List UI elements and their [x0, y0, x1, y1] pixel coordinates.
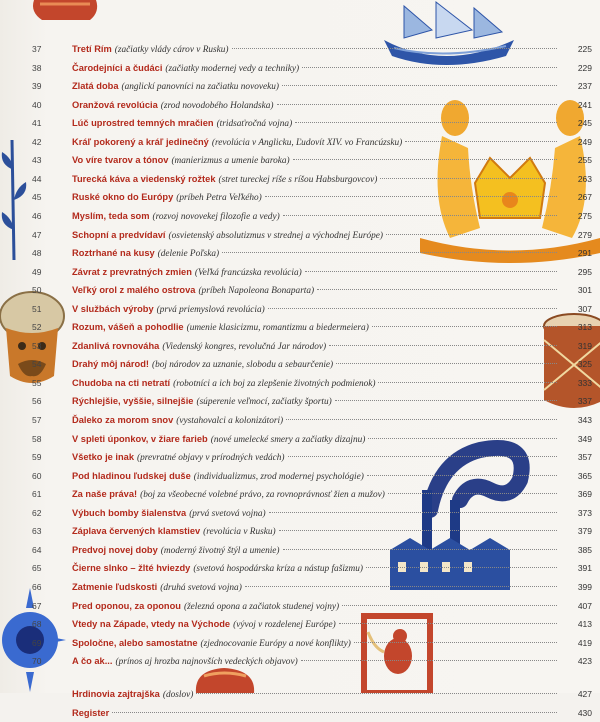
chapter-number: 69 [32, 637, 42, 648]
chapter-entry [72, 634, 560, 653]
page-number: 319 [577, 340, 592, 351]
chapter-subtitle: (revolúcia v Rusku) [203, 527, 276, 538]
chapter-number: 54 [32, 359, 42, 370]
chapter-subtitle: (nové umelecké smery a začiatky dizajnu) [210, 434, 366, 445]
chapter-title: Kráľ pokorený a kráľ jedinečný [72, 136, 209, 147]
toc-row [0, 541, 600, 559]
chapter-entry [72, 615, 560, 634]
chapter-title: Predvoj novej doby [72, 544, 158, 555]
chapter-number: 50 [32, 285, 42, 296]
page-number: 365 [577, 470, 592, 481]
chapter-subtitle: (individualizmus, zrod modernej psychológie) [193, 471, 364, 482]
toc-row [0, 281, 600, 299]
dot-leader [405, 141, 557, 142]
page-number: 291 [577, 248, 592, 259]
dot-leader [380, 178, 557, 179]
chapter-subtitle: (druhá svetová vojna) [160, 582, 242, 593]
dot-leader [245, 586, 557, 587]
page-number: 333 [577, 377, 592, 388]
dot-leader [305, 271, 557, 272]
chapter-subtitle: (príbeh Petra Veľkého) [176, 193, 262, 204]
page-number: 241 [577, 99, 592, 110]
chapter-entry [72, 170, 560, 189]
toc-row [0, 244, 600, 262]
dot-leader [232, 48, 557, 49]
chapter-number: 37 [32, 44, 42, 54]
toc-row [0, 522, 600, 540]
dot-leader [378, 382, 557, 383]
chapter-title: Tretí Rím [72, 44, 112, 54]
chapter-subtitle: (zjednocovanie Európy a nové konflikty) [200, 638, 351, 649]
page-number: 373 [577, 507, 592, 518]
toc-row [0, 170, 600, 188]
chapter-title: Turecká káva a viedenský rožtek [72, 173, 216, 184]
page-number: 325 [577, 359, 592, 370]
chapter-entry [72, 411, 560, 430]
chapter-entry [72, 430, 560, 449]
chapter-subtitle: (Viedenský kongres, revolučná Jar národov) [162, 341, 327, 352]
page-number: 399 [577, 581, 592, 592]
chapter-title: Pred oponou, za oponou [72, 600, 181, 611]
chapter-number: 58 [32, 433, 42, 444]
chapter-title: Výbuch bomby šialenstva [72, 507, 187, 518]
chapter-title: Oranžová revolúcia [72, 99, 158, 110]
chapter-entry [72, 485, 560, 504]
chapter-title: V spleti úponkov, v žiare farieb [72, 433, 208, 444]
chapter-subtitle: (železná opona a začiatok studenej vojny) [183, 601, 340, 612]
dot-leader [222, 252, 557, 253]
chapter-entry [72, 151, 560, 170]
toc-row [0, 685, 600, 703]
chapter-subtitle: (stret tureckej ríše s ríšou Habsburgovcov) [218, 174, 378, 185]
chapter-subtitle: (prevratné objavy v prírodných vedách) [137, 453, 285, 464]
dot-leader [283, 549, 557, 550]
chapter-title: Čarodejníci a čudáci [72, 62, 163, 73]
page-number: 295 [577, 266, 592, 277]
chapter-entry [72, 559, 560, 578]
chapter-number: 67 [32, 600, 42, 611]
chapter-entry [72, 59, 560, 78]
chapter-subtitle: (tridsaťročná vojna) [216, 119, 293, 130]
page-number: 225 [577, 44, 592, 54]
chapter-number: 52 [32, 322, 42, 333]
chapter-number: 55 [32, 377, 42, 388]
chapter-entry [72, 467, 560, 486]
dot-leader [288, 456, 557, 457]
toc-row [0, 318, 600, 336]
dot-leader [283, 215, 557, 216]
toc-row [0, 615, 600, 633]
chapter-number: 61 [32, 489, 42, 500]
toc-row [0, 263, 600, 281]
toc-row [0, 485, 600, 503]
chapter-entry [72, 263, 560, 282]
page-number: 413 [577, 619, 592, 630]
dot-leader [367, 475, 557, 476]
toc-row [0, 448, 600, 466]
chapter-entry [72, 448, 560, 467]
chapter-entry [72, 96, 560, 115]
chapter-entry [72, 522, 560, 541]
page-number: 255 [577, 155, 592, 166]
toc-row [0, 40, 600, 58]
chapter-title: Za naše práva! [72, 489, 138, 500]
dot-leader [269, 512, 557, 513]
toc-row [0, 652, 600, 670]
chapter-number: 70 [32, 656, 42, 667]
chapter-number: 39 [32, 81, 42, 92]
chapter-subtitle: (prvá priemyslová revolúcia) [156, 304, 265, 315]
chapter-number: 42 [32, 136, 42, 147]
chapter-subtitle: (Veľká francúzska revolúcia) [194, 267, 302, 278]
chapter-number: 64 [32, 544, 42, 555]
chapter-title: Veľký orol z malého ostrova [72, 285, 196, 296]
chapter-entry [72, 300, 560, 319]
chapter-number: 41 [32, 118, 42, 129]
chapter-entry [72, 578, 560, 597]
chapter-entry [72, 77, 560, 96]
toc-row [0, 188, 600, 206]
chapter-subtitle: (zrod novodobého Holandska) [160, 100, 274, 111]
toc-row [0, 634, 600, 652]
dot-leader [368, 438, 557, 439]
chapter-subtitle: (anglickí panovníci na začiatku novoveku) [121, 82, 279, 93]
dot-leader [277, 104, 557, 105]
chapter-subtitle: (začiatky vlády cárov v Rusku) [114, 45, 229, 55]
dot-leader [286, 419, 557, 420]
page-number: 237 [577, 81, 592, 92]
chapter-title: Register [72, 707, 110, 718]
chapter-title: Chudoba na cti netratí [72, 377, 171, 388]
chapter-title: Všetko je inak [72, 452, 135, 463]
dot-leader [317, 289, 557, 290]
chapter-number: 47 [32, 229, 42, 240]
page-number: 313 [577, 322, 592, 333]
chapter-title: Závrat z prevratných zmien [72, 266, 192, 277]
chapter-entry [72, 392, 560, 411]
page-number: 245 [577, 118, 592, 129]
page-number: 249 [577, 136, 592, 147]
chapter-entry [72, 188, 560, 207]
chapter-entry [72, 318, 560, 337]
dot-leader [268, 308, 557, 309]
toc-row [0, 578, 600, 596]
chapter-number: 56 [32, 396, 42, 407]
chapter-entry [72, 374, 560, 393]
chapter-number: 43 [32, 155, 42, 166]
chapter-subtitle: (vývoj v rozdelenej Európe) [233, 620, 336, 631]
chapter-number: 46 [32, 210, 42, 221]
toc-row [0, 597, 600, 615]
chapter-title: Rozum, vášeň a pohodlie [72, 322, 184, 333]
chapter-title: Čierne slnko – žlté hviezdy [72, 563, 191, 574]
chapter-title: Zdanlivá rovnováha [72, 340, 160, 351]
dot-leader [335, 400, 557, 401]
page-number: 267 [577, 192, 592, 203]
toc-row [0, 704, 600, 722]
chapter-title: Rýchlejšie, vyššie, silnejšie [72, 396, 194, 407]
chapter-subtitle: (robotníci a ich boj za zlepšenie životných podmienok) [173, 378, 376, 389]
chapter-number: 53 [32, 340, 42, 351]
toc-row [0, 411, 600, 429]
chapter-title: Pod hladinou ľudskej duše [72, 470, 191, 481]
dot-leader [329, 345, 557, 346]
chapter-subtitle: (začiatky modernej vedy a techniky) [165, 63, 300, 74]
toc-row [0, 392, 600, 410]
chapter-title: Ruské okno do Európy [72, 192, 174, 203]
page-number: 229 [577, 62, 592, 73]
page-number: 337 [577, 396, 592, 407]
page-number: 343 [577, 415, 592, 425]
chapter-number: 45 [32, 192, 42, 203]
chapter-subtitle: (boj národov za uznanie, slobodu a sebaurčenie) [151, 360, 334, 371]
chapter-number: 66 [32, 581, 42, 592]
chapter-subtitle: (boj za všeobecné volebné právo, za rovnoprávnosť žien a mužov) [140, 490, 385, 501]
dot-leader [388, 493, 557, 494]
chapter-title: Zatmenie ľudskosti [72, 581, 158, 592]
chapter-subtitle: (súperenie veľmocí, začiatky športu) [196, 397, 332, 408]
chapter-entry [72, 597, 560, 616]
chapter-subtitle: (prínos aj hrozba najnovších vedeckých objavov) [115, 657, 298, 668]
page-number: 385 [577, 544, 592, 555]
chapter-title: Myslím, teda som [72, 210, 150, 221]
dot-leader [339, 623, 557, 624]
dot-leader [354, 642, 557, 643]
page-number: 407 [577, 600, 592, 611]
chapter-subtitle: (manierizmus a umenie baroka) [171, 156, 290, 167]
chapter-number: 51 [32, 303, 42, 314]
page-number: 419 [577, 637, 592, 648]
chapter-title: V službách výroby [72, 303, 154, 314]
toc-row [0, 207, 600, 225]
chapter-entry [72, 226, 560, 245]
toc-row [0, 77, 600, 95]
chapter-number: 38 [32, 62, 42, 73]
dot-leader [301, 660, 557, 661]
chapter-title: Drahý môj národ! [72, 359, 149, 370]
chapter-title: Zlatá doba [72, 81, 119, 92]
toc-row [0, 133, 600, 151]
chapter-title: Spoločne, alebo samostatne [72, 637, 198, 648]
chapter-entry [72, 704, 560, 722]
page-number: 279 [577, 229, 592, 240]
chapter-number: 57 [32, 415, 42, 425]
page-number: 301 [577, 285, 592, 296]
chapter-entry [72, 652, 560, 671]
dot-leader [342, 605, 557, 606]
page-number: 357 [577, 452, 592, 463]
chapter-title: Ďaleko za morom snov [72, 415, 174, 425]
dot-leader [386, 234, 557, 235]
page-number: 391 [577, 563, 592, 574]
dot-leader [295, 122, 557, 123]
top-pot-illustration [30, 0, 100, 22]
dot-leader [336, 363, 557, 364]
chapter-title: Vtedy na Západe, vtedy na Východe [72, 619, 231, 630]
chapter-number: 63 [32, 526, 42, 537]
chapter-entry [72, 541, 560, 560]
dot-leader [112, 712, 557, 713]
chapter-title: Záplava červených klamstiev [72, 526, 201, 537]
page-number: 379 [577, 526, 592, 537]
page-number: 275 [577, 210, 592, 221]
page-number: 307 [577, 303, 592, 314]
toc-row [0, 467, 600, 485]
toc-row [0, 559, 600, 577]
chapter-title: Hrdinovia zajtrajška [72, 688, 160, 699]
chapter-entry [72, 40, 560, 59]
toc-row [0, 430, 600, 448]
chapter-subtitle: (doslov) [162, 689, 194, 700]
chapter-subtitle: (rozvoj novovekej filozofie a vedy) [152, 211, 280, 222]
chapter-title: A čo ak... [72, 656, 113, 667]
chapter-entry [72, 504, 560, 523]
chapter-entry [72, 133, 560, 152]
chapter-subtitle: (umenie klasicizmu, romantizmu a biedermeiera) [186, 323, 369, 334]
toc-row [0, 337, 600, 355]
chapter-subtitle: (delenie Poľska) [157, 249, 220, 260]
toc-row [0, 114, 600, 132]
chapter-subtitle: (prvá svetová vojna) [189, 508, 266, 519]
chapter-title: Lúč uprostred temných mračien [72, 118, 214, 129]
dot-leader [265, 196, 557, 197]
chapter-number: 65 [32, 563, 42, 574]
chapter-entry [72, 337, 560, 356]
chapter-entry [72, 685, 560, 704]
toc-row [0, 226, 600, 244]
chapter-subtitle: (osvietenský absolutizmus v strednej a východnej Európe) [168, 230, 383, 241]
page-number: 423 [577, 656, 592, 667]
chapter-entry [72, 355, 560, 374]
dot-leader [302, 67, 557, 68]
chapter-number: 62 [32, 507, 42, 518]
dot-leader [282, 85, 557, 86]
dot-leader [279, 530, 557, 531]
chapter-subtitle: (vystahovalci a kolonizátori) [176, 416, 284, 426]
chapter-number: 40 [32, 99, 42, 110]
chapter-number: 68 [32, 619, 42, 630]
chapter-subtitle: (príbeh Napoleona Bonaparta) [198, 286, 315, 297]
chapter-subtitle: (revolúcia v Anglicku, Ľudovít XIV. vo Francúzsku) [211, 137, 403, 148]
chapter-number: 60 [32, 470, 42, 481]
chapter-entry [72, 244, 560, 263]
page-number: 430 [577, 707, 592, 718]
chapter-subtitle: (svetová hospodárska kríza a nástup fašizmu) [193, 564, 363, 575]
dot-leader [293, 159, 557, 160]
toc-row [0, 59, 600, 77]
dot-leader [366, 567, 557, 568]
page-number: 263 [577, 173, 592, 184]
page-number: 369 [577, 489, 592, 500]
chapter-subtitle: (moderný životný štýl a umenie) [160, 545, 280, 556]
chapter-title: Vo víre tvarov a tónov [72, 155, 169, 166]
chapter-title: Schopní a predvídaví [72, 229, 166, 240]
chapter-entry [72, 281, 560, 300]
toc-row [0, 300, 600, 318]
chapter-number: 49 [32, 266, 42, 277]
chapter-title: Roztrhané na kusy [72, 248, 155, 259]
toc-row [0, 374, 600, 392]
chapter-number: 59 [32, 452, 42, 463]
toc-row [0, 504, 600, 522]
toc-row [0, 96, 600, 114]
toc-row [0, 151, 600, 169]
chapter-number: 44 [32, 173, 42, 184]
dot-leader [372, 326, 557, 327]
page-number: 427 [577, 688, 592, 699]
chapter-entry [72, 114, 560, 133]
page-number: 349 [577, 433, 592, 444]
chapter-entry [72, 207, 560, 226]
chapter-number: 48 [32, 248, 42, 259]
toc-row [0, 355, 600, 373]
